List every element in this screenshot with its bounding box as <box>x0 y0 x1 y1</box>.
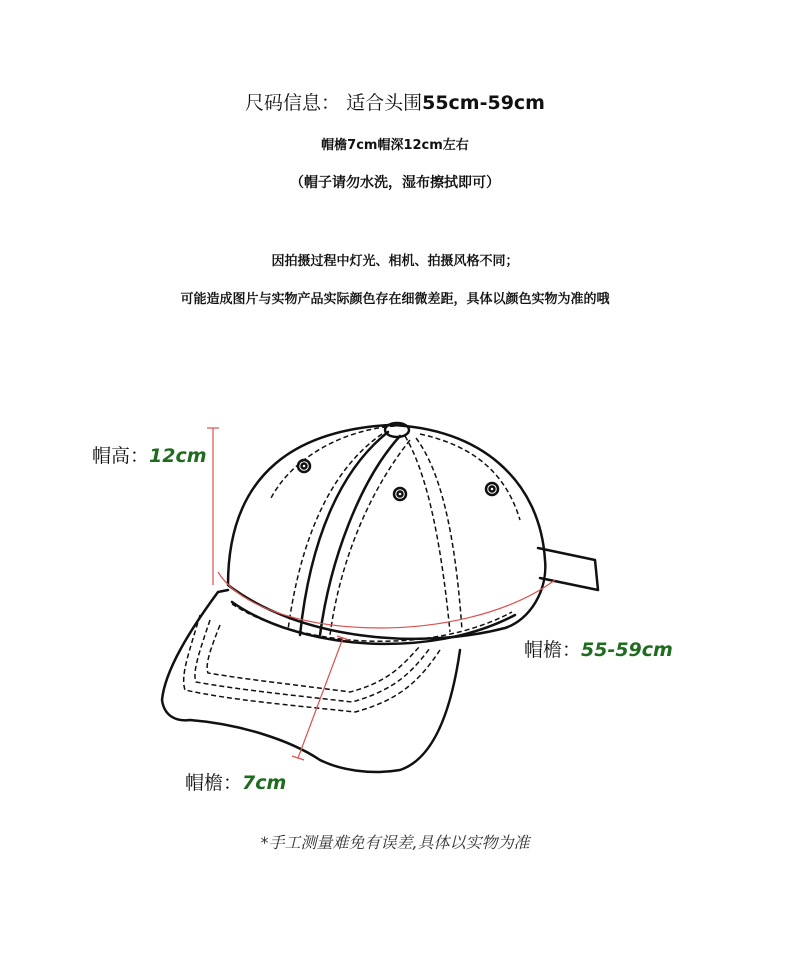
brim-dimension <box>185 768 286 795</box>
measurement-disclaimer: *手工测量难免有误差,具体以实物为准 <box>260 833 530 852</box>
fit-label: 适合头围 <box>346 92 423 114</box>
photo-note-2: 可能造成图片与实物产品实际颜色存在细微差距，具体以颜色实物为准的哦 <box>180 292 610 307</box>
brim-label: 帽檐： <box>185 772 243 794</box>
circumference-value: 55-59cm <box>581 639 673 661</box>
wash-note: （帽子请勿水洗，湿布擦拭即可） <box>290 175 500 191</box>
cap-brim <box>162 590 460 772</box>
circumference-dimension <box>524 635 673 662</box>
brim-value: 7cm <box>242 772 287 794</box>
size-range: 55cm-59cm <box>422 92 545 114</box>
height-value: 12cm <box>149 445 207 467</box>
cap-strap <box>538 548 598 590</box>
height-dimension <box>92 441 207 468</box>
height-label: 帽高： <box>92 445 150 467</box>
photo-note-1: 因拍摄过程中灯光、相机、拍摄风格不同； <box>271 254 519 269</box>
cap-crown <box>228 425 545 639</box>
brim-depth-text: 帽檐7cm帽深12cm左右 <box>321 138 469 153</box>
circumference-label: 帽檐： <box>524 639 582 661</box>
size-label: 尺码信息： <box>245 92 341 114</box>
